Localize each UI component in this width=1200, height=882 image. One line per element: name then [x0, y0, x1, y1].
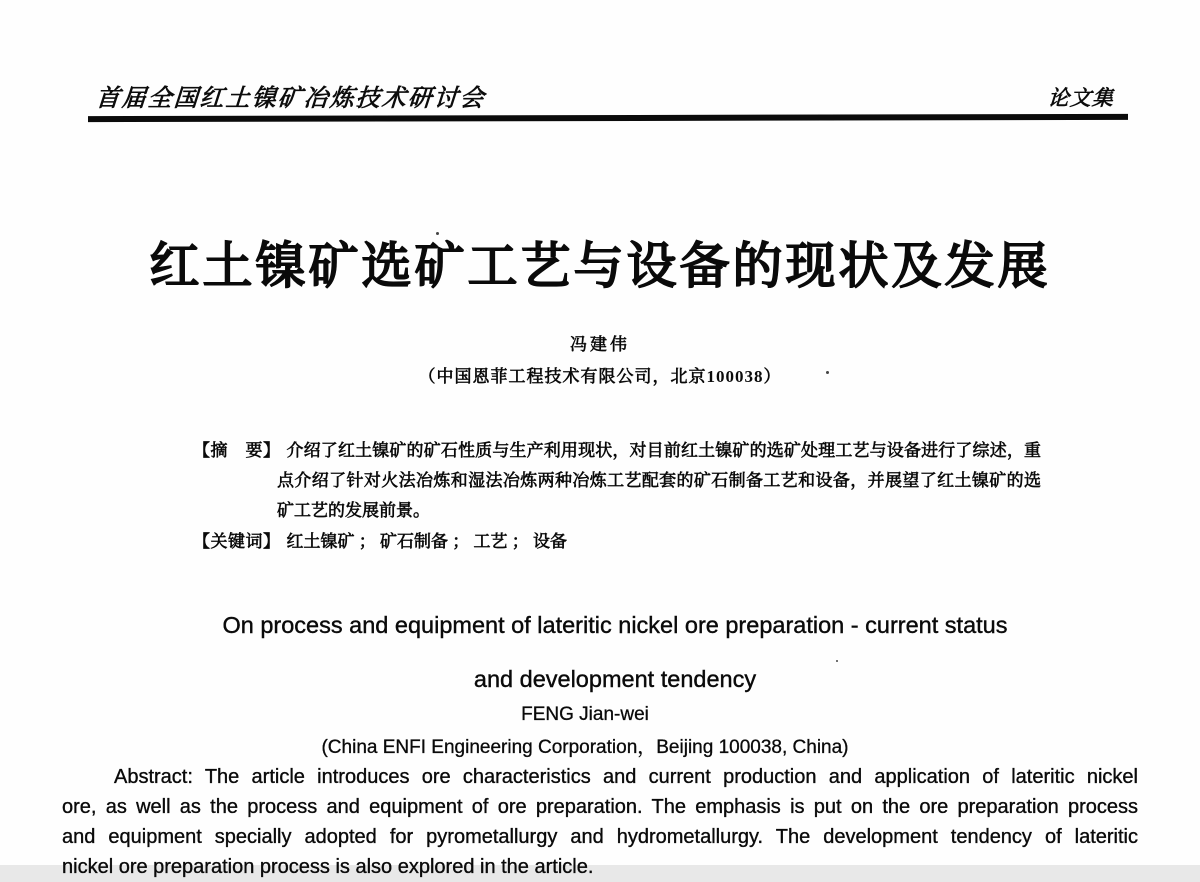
abstract-cn-line-1 [193, 436, 1041, 466]
header-conference-title: 首届全国红土镍矿冶炼技术研讨会 [94, 85, 487, 112]
abstract-cn-text-1: 介绍了红土镍矿的矿石性质与生产利用现状，对目前红土镍矿的选矿处理工艺与设备进行了综述，重 [286, 441, 1041, 460]
keywords-cn [193, 527, 1041, 557]
affiliation-cn: （中国恩菲工程技术有限公司，北京100038） [418, 367, 782, 386]
affiliation-en: (China ENFI Engineering Corporation，Beijing 100038, China) [321, 737, 849, 758]
abstract-cn-label: 【摘 要】 [193, 441, 281, 460]
scan-speck [836, 660, 838, 662]
abstract-cn-text-2: 点介绍了针对火法冶炼和湿法冶炼两种冶炼工艺配套的矿石制备工艺和设备，并展望了红土镍矿的选 [277, 471, 1041, 490]
abstract-en [62, 762, 1138, 882]
author-name-en: FENG Jian-wei [521, 704, 649, 725]
scan-speck [436, 232, 439, 235]
keywords-cn-label: 【关键词】 [193, 532, 281, 551]
abstract-en-line-2: ore, as well as the process and equipment of ore preparation. The emphasis is put on the ore preparation process [62, 796, 1138, 818]
abstract-cn [193, 436, 1041, 526]
scan-speck [826, 371, 829, 374]
abstract-en-line-1: Abstract: The article introduces ore characteristics and current production and application of lateritic nickel [114, 766, 1138, 788]
abstract-cn-text-3: 矿工艺的发展前景。 [277, 501, 430, 520]
author-name-cn: 冯建伟 [570, 335, 630, 354]
paper-title-en-line1: On process and equipment of lateritic nickel ore preparation - current status [222, 612, 1008, 638]
header-divider-rule [88, 114, 1128, 122]
header-proceedings-label: 论文集 [1047, 87, 1115, 110]
abstract-en-line-3: and equipment specially adopted for pyrometallurgy and hydrometallurgy. The development tendency of lateritic [62, 826, 1138, 848]
keywords-cn-text: 红土镍矿 ； 矿石制备 ； 工艺 ； 设备 [286, 532, 567, 551]
paper-title-en-line2: and development tendency [473, 666, 757, 692]
paper-title-cn: 红土镍矿选矿工艺与设备的现状及发展 [149, 238, 1051, 294]
abstract-en-line-4: nickel ore preparation process is also explored in the article. [62, 856, 594, 878]
